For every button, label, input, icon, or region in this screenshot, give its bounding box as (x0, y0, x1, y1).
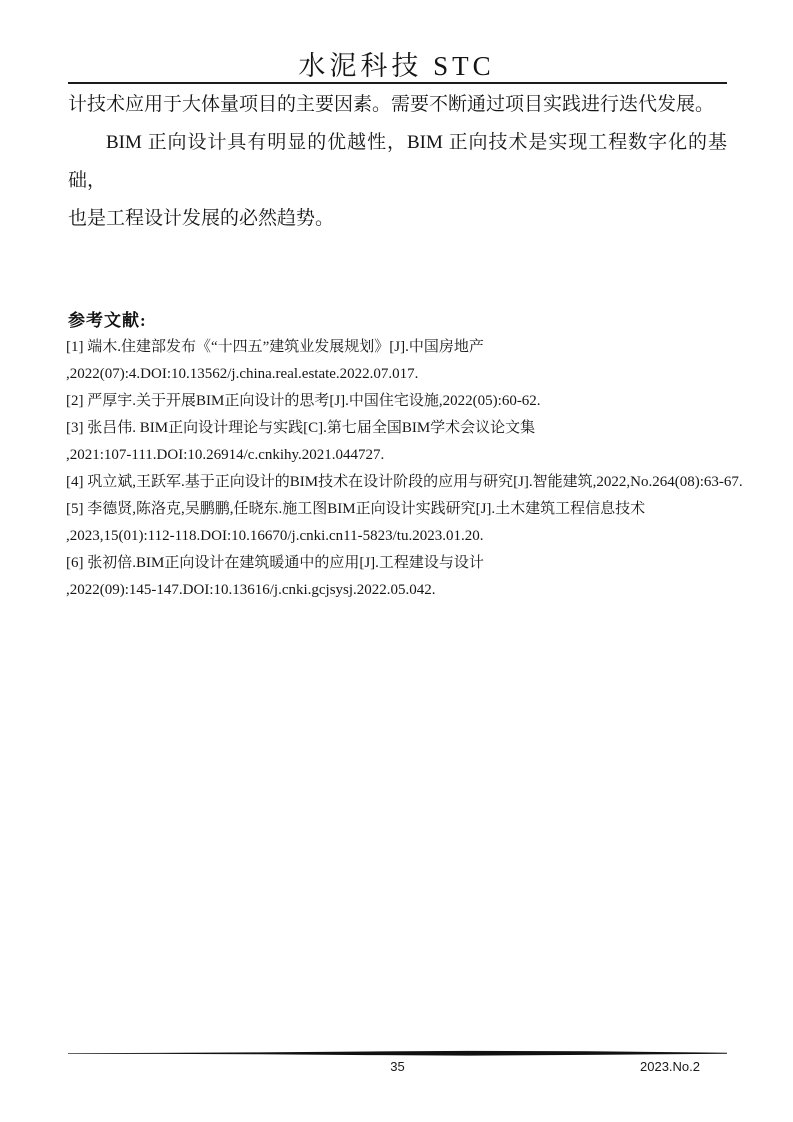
paragraph-bim-conclusion (68, 124, 727, 238)
reference-line: ,2022(09):145-147.DOI:10.13616/j.cnki.gcjsysj.2022.05.042. (66, 582, 436, 598)
reference-line: [2] 严厚宇.关于开展BIM正向设计的思考[J].中国住宅设施,2022(05):60-62. (66, 393, 541, 409)
journal-title: 水泥科技 STC (298, 51, 495, 81)
reference-line: [3] 张吕伟. BIM正向设计理论与实践[C].第七届全国BIM学术会议论文集 (66, 420, 536, 436)
reference-line: ,2023,15(01):112-118.DOI:10.16670/j.cnki.cn11-5823/tu.2023.01.20. (66, 528, 484, 544)
reference-line: [6] 张初倍.BIM正向设计在建筑暖通中的应用[J].工程建设与设计 (66, 555, 484, 571)
references-list (66, 334, 743, 604)
references-heading: 参考文献: (68, 311, 147, 330)
paragraph-line: BIM 正向设计具有明显的优越性，BIM 正向技术是实现工程数字化的基础， (68, 132, 727, 191)
footer-page-number: 35 (390, 1059, 405, 1074)
footer-issue-label: 2023.No.2 (640, 1059, 700, 1074)
header-rule (68, 82, 727, 84)
reference-line: [4] 巩立斌,王跃军.基于正向设计的BIM技术在设计阶段的应用与研究[J].智能建筑,2022,No.264(08):63-67. (66, 474, 743, 490)
reference-line: ,2022(07):4.DOI:10.13562/j.china.real.estate.2022.07.017. (66, 366, 419, 382)
paragraph-continuation: 计技术应用于大体量项目的主要因素。需要不断通过项目实践进行迭代发展。 (68, 94, 715, 115)
footer-tapered-rule (68, 1050, 727, 1058)
reference-line: [1] 端木.住建部发布《“十四五”建筑业发展规划》[J].中国房地产 (66, 339, 484, 355)
reference-line: ,2021:107-111.DOI:10.26914/c.cnkihy.2021.044727. (66, 447, 385, 463)
paragraph-line: 也是工程设计发展的必然趋势。 (68, 208, 335, 229)
reference-line: [5] 李德贤,陈洛克,吴鹏鹏,任晓东.施工图BIM正向设计实践研究[J].土木建筑工程信息技术 (66, 501, 646, 517)
